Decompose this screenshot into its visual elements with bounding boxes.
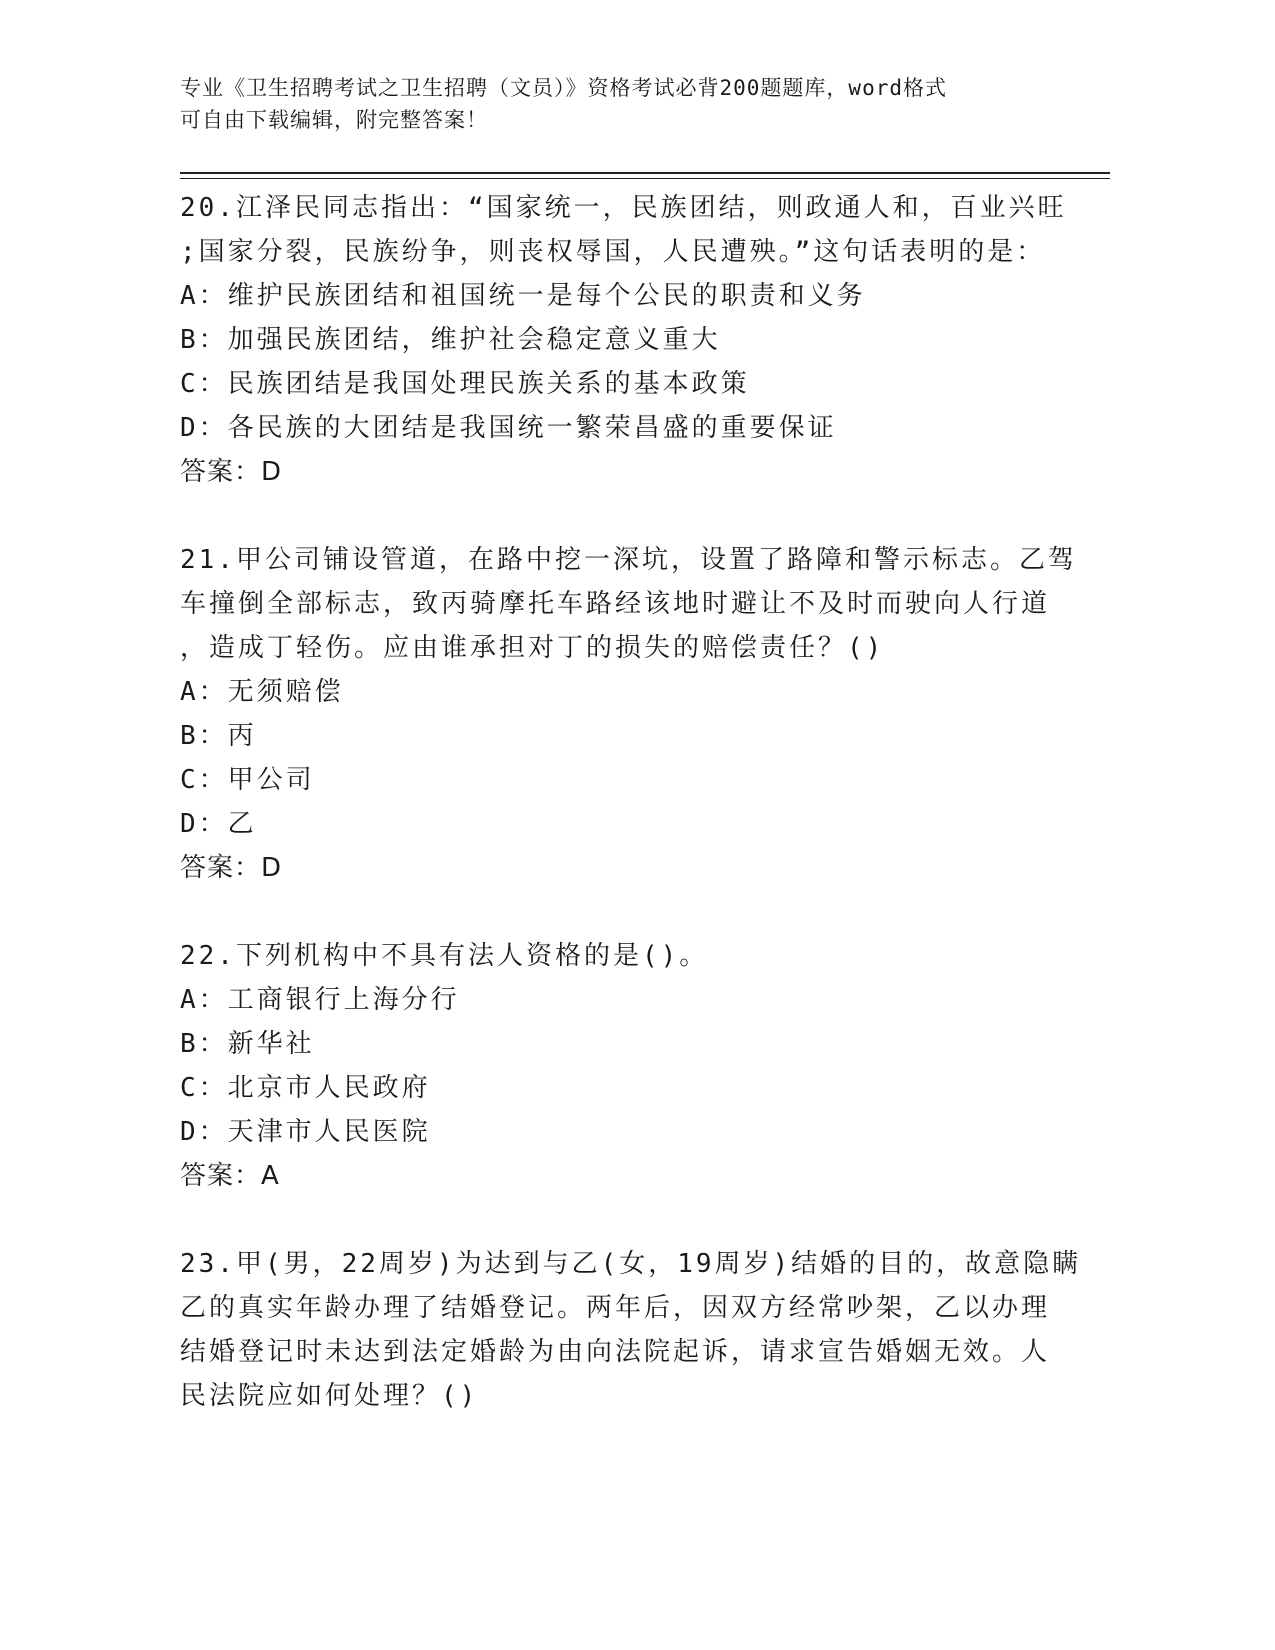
- question-text-line: 结婚登记时未达到法定婚龄为由向法院起诉，请求宣告婚姻无效。人: [180, 1337, 1051, 1367]
- question-list: [180, 186, 1082, 1462]
- option-d: D：各民族的大团结是我国统一繁荣昌盛的重要保证: [180, 413, 837, 443]
- question-text-line: 21.甲公司铺设管道，在路中挖一深坑，设置了路障和警示标志。乙驾: [180, 545, 1077, 575]
- document-header: [180, 72, 1050, 136]
- question-text-line: 20.江泽民同志指出：“国家统一，民族团结，则政通人和，百业兴旺: [180, 193, 1067, 223]
- question-text-line: 车撞倒全部标志，致丙骑摩托车路经该地时避让不及时而驶向人行道: [180, 589, 1051, 619]
- header-divider-thin: [180, 178, 1110, 179]
- question-text-line: 23.甲(男，22周岁)为达到与乙(女，19周岁)结婚的目的，故意隐瞒: [180, 1249, 1082, 1279]
- question-text-line: 乙的真实年龄办理了结婚登记。两年后，因双方经常吵架，乙以办理: [180, 1293, 1051, 1323]
- option-b: B：丙: [180, 721, 257, 751]
- option-b: B：新华社: [180, 1029, 315, 1059]
- option-a: A：无须赔偿: [180, 677, 344, 707]
- question-text-line: 22.下列机构中不具有法人资格的是()。: [180, 941, 709, 971]
- header-divider-thick: [180, 172, 1110, 174]
- option-b: B：加强民族团结，维护社会稳定意义重大: [180, 325, 721, 355]
- option-d: D：乙: [180, 809, 257, 839]
- question-20: [180, 186, 1067, 494]
- question-text-line: ;国家分裂，民族纷争，则丧权辱国，人民遭殃。”这句话表明的是：: [180, 237, 1046, 267]
- option-a: A：维护民族团结和祖国统一是每个公民的职责和义务: [180, 281, 866, 311]
- question-text-line: 民法院应如何处理？(): [180, 1381, 479, 1411]
- question-21: [180, 538, 1077, 890]
- option-c: C：北京市人民政府: [180, 1073, 431, 1103]
- question-text-line: ，造成丁轻伤。应由谁承担对丁的损失的赔偿责任？(): [180, 633, 885, 663]
- option-c: C：民族团结是我国处理民族关系的基本政策: [180, 369, 750, 399]
- question-22: [180, 934, 1060, 1198]
- option-d: D：天津市人民医院: [180, 1117, 431, 1147]
- option-a: A：工商银行上海分行: [180, 985, 460, 1015]
- answer: 答案：D: [180, 853, 283, 883]
- answer: 答案：A: [180, 1161, 280, 1191]
- option-c: C：甲公司: [180, 765, 315, 795]
- header-line-1: 专业《卫生招聘考试之卫生招聘（文员）》资格考试必背200题题库，word格式: [180, 76, 947, 100]
- answer: 答案：D: [180, 457, 283, 487]
- header-line-2: 可自由下载编辑，附完整答案！: [180, 108, 488, 132]
- question-23: [180, 1242, 1082, 1418]
